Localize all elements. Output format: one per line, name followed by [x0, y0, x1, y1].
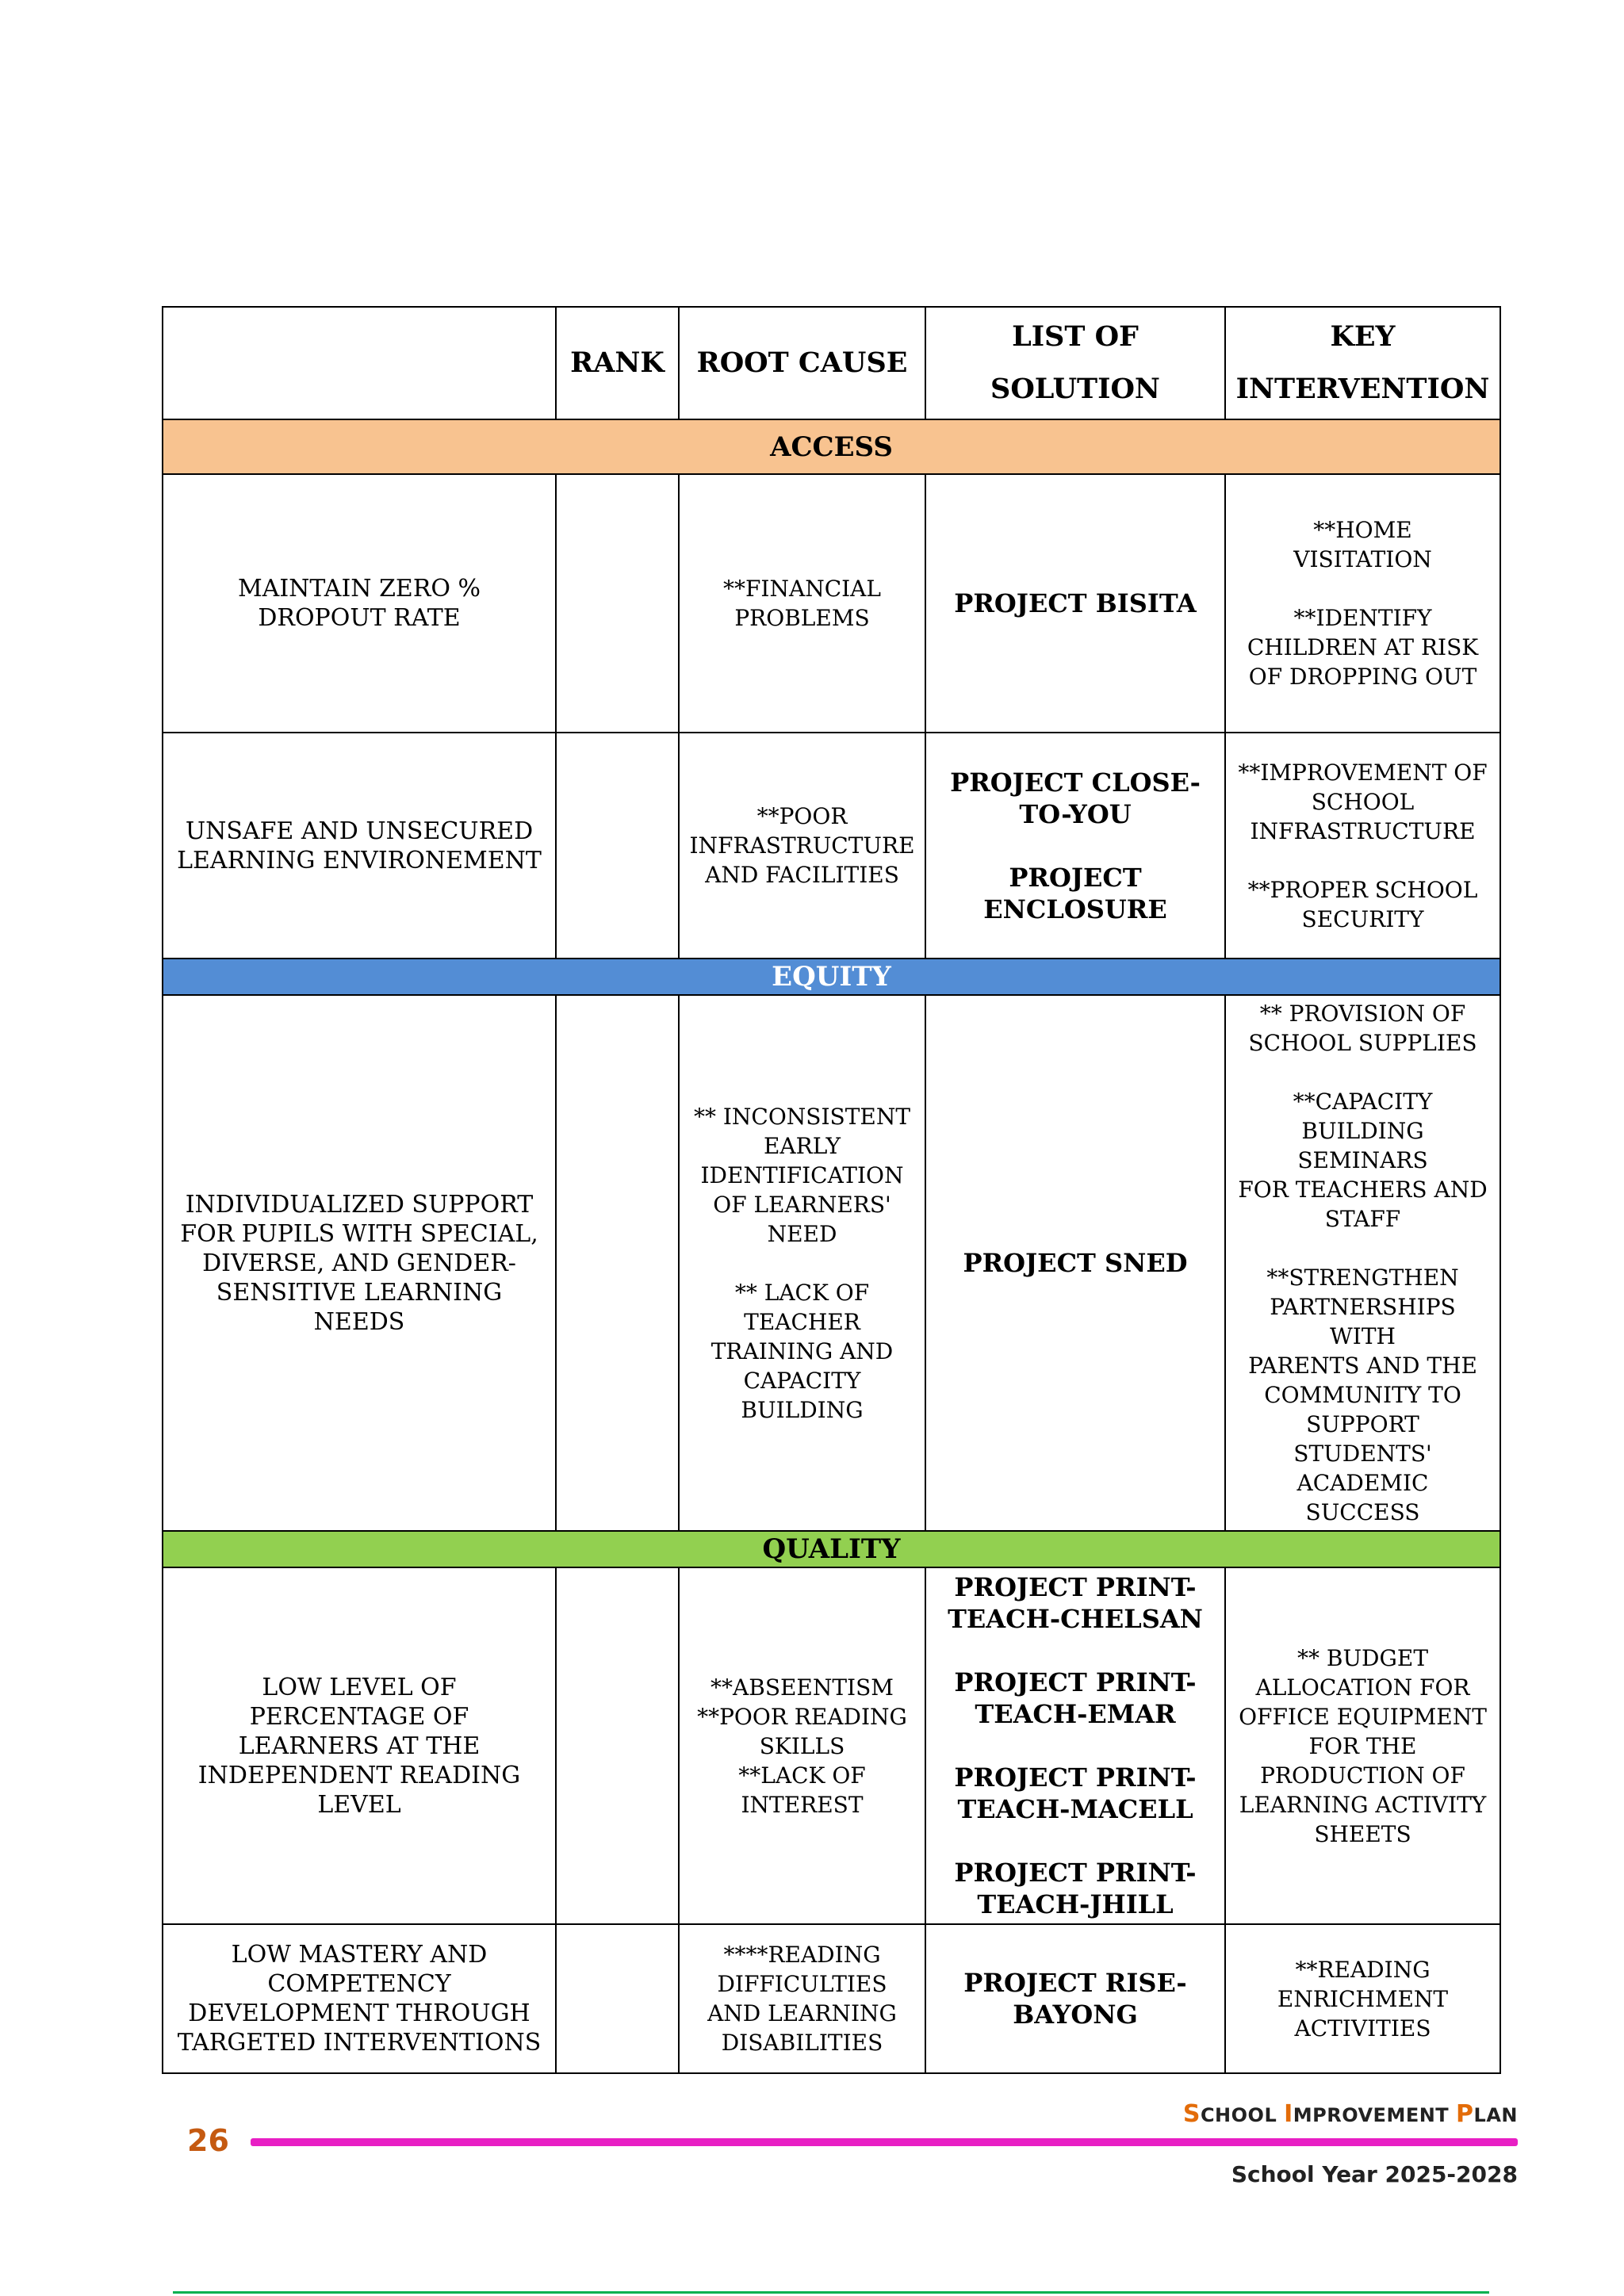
cell-line: ALLOCATION FOR: [1255, 1674, 1470, 1701]
header-rank: RANK: [556, 307, 679, 419]
cell-line: ENRICHMENT: [1277, 1985, 1449, 2012]
solution-cell: [925, 995, 1225, 1531]
root-cause-cell: [679, 733, 925, 959]
title-fragment: LAN: [1473, 2104, 1518, 2126]
goal-cell: [163, 1924, 556, 2073]
cell-line: TEACH-JHILL: [977, 1889, 1174, 1919]
solution-cell: [925, 474, 1225, 733]
cell-line: EARLY: [763, 1132, 841, 1159]
header-intervention-line: KEY: [1330, 320, 1396, 353]
rank-cell: [556, 995, 679, 1531]
cell-line: SCHOOL SUPPLIES: [1248, 1030, 1477, 1056]
cell-line: BUILDING: [741, 1396, 864, 1423]
cell-line: **POOR: [756, 803, 848, 829]
intervention-cell: [1225, 1567, 1500, 1924]
goal-cell: [163, 1567, 556, 1924]
cell-line: LEVEL: [317, 1790, 401, 1819]
root-cause-cell: [679, 1567, 925, 1924]
cell-line: DIFFICULTIES: [717, 1971, 887, 1997]
rank-cell: [556, 733, 679, 959]
cell-line: PROJECT CLOSE-: [950, 767, 1201, 798]
title-fragment: CHOOL: [1200, 2104, 1285, 2126]
cell-line: **READING: [1295, 1956, 1431, 1983]
rank-cell: [556, 474, 679, 733]
cell-line: FOR THE: [1308, 1732, 1417, 1759]
table-row: [163, 733, 1500, 959]
cell-line: LEARNING ACTIVITY: [1239, 1791, 1487, 1818]
cell-line: SCHOOL: [1311, 788, 1415, 815]
cell-line: FOR TEACHERS AND: [1238, 1177, 1488, 1203]
cell-line: ** INCONSISTENT: [693, 1103, 911, 1130]
goal-cell: [163, 995, 556, 1531]
cell-line: **ABSEENTISM: [710, 1674, 894, 1701]
cell-line: DIVERSE, AND GENDER-: [202, 1249, 516, 1277]
title-initial: I: [1284, 2100, 1293, 2128]
cell-line: PROJECT BISITA: [954, 588, 1197, 618]
cell-line: COMPETENCY: [267, 1970, 451, 1998]
cell-line: TEACH-EMAR: [975, 1699, 1176, 1729]
line-gap: [934, 1825, 1216, 1857]
solution-cell: [925, 1924, 1225, 2073]
cell-line: SENSITIVE LEARNING: [216, 1278, 503, 1307]
cell-line: LEARNERS AT THE: [238, 1732, 481, 1760]
cell-line: TEACH-MACELL: [957, 1794, 1193, 1824]
cell-line: PROBLEMS: [734, 605, 870, 631]
cell-line: BAYONG: [1013, 1999, 1138, 2030]
cell-line: ****READING: [723, 1942, 881, 1968]
cell-line: TO-YOU: [1019, 798, 1132, 829]
goal-cell: [163, 733, 556, 959]
line-gap: [688, 1249, 917, 1278]
table-row: [163, 1924, 1500, 2073]
header-key-intervention: [1225, 307, 1500, 419]
cell-line: SECURITY: [1301, 905, 1424, 932]
cell-line: COMMUNITY TO: [1264, 1382, 1461, 1408]
cell-line: NEED: [767, 1220, 837, 1247]
cell-line: INDEPENDENT READING: [197, 1761, 521, 1789]
cell-line: PROJECT PRINT-: [954, 1667, 1197, 1697]
rank-cell: [556, 1924, 679, 2073]
table-row: [163, 474, 1500, 733]
line-gap: [934, 1635, 1216, 1667]
cell-line: LOW LEVEL OF: [262, 1673, 457, 1701]
intervention-cell: [1225, 1924, 1500, 2073]
footer-document-title: [1183, 2100, 1518, 2128]
cell-line: PROJECT PRINT-: [954, 1762, 1197, 1793]
footer-divider: [251, 2138, 1518, 2146]
cell-line: PROJECT: [1009, 862, 1142, 893]
line-gap: [1234, 574, 1492, 603]
cell-line: LOW MASTERY AND: [231, 1941, 488, 1969]
cell-line: IDENTIFICATION: [700, 1161, 904, 1188]
header-goal: [163, 307, 556, 419]
root-cause-cell: [679, 474, 925, 733]
cell-line: **CAPACITY: [1293, 1089, 1433, 1115]
cell-line: OFFICE EQUIPMENT: [1239, 1703, 1487, 1730]
line-gap: [1234, 846, 1492, 875]
line-gap: [1234, 1234, 1492, 1263]
cell-line: VISITATION: [1293, 546, 1432, 572]
cell-line: **FINANCIAL: [722, 576, 881, 602]
cell-line: PROJECT PRINT-: [954, 1858, 1197, 1888]
title-fragment: MPROVEMENT: [1293, 2104, 1457, 2126]
cell-line: **POOR READING: [697, 1703, 907, 1730]
cell-line: SHEETS: [1314, 1820, 1411, 1847]
root-cause-cell: [679, 995, 925, 1531]
cell-line: INDIVIDUALIZED SUPPORT: [185, 1190, 534, 1219]
cell-line: **HOME: [1313, 517, 1412, 543]
line-gap: [934, 830, 1216, 862]
title-initial: S: [1182, 2100, 1201, 2128]
cell-line: ENCLOSURE: [983, 894, 1167, 924]
header-solution-line: LIST OF: [1012, 320, 1139, 353]
solution-cell: [925, 1567, 1225, 1924]
cell-line: **STRENGTHEN: [1266, 1265, 1459, 1291]
table-row: [163, 995, 1500, 1531]
cell-line: ** BUDGET: [1297, 1644, 1428, 1671]
cell-line: DROPOUT RATE: [258, 604, 461, 632]
cell-line: SUPPORT STUDENTS': [1293, 1411, 1432, 1467]
section-row-equity: [163, 959, 1500, 995]
root-cause-cell: [679, 1924, 925, 2073]
intervention-cell: [1225, 474, 1500, 733]
cell-line: PARENTS AND THE: [1248, 1353, 1477, 1379]
header-list-of-solution: [925, 307, 1225, 419]
cell-line: AND FACILITIES: [705, 862, 899, 888]
cell-line: SKILLS: [759, 1732, 845, 1759]
cell-line: UNSAFE AND UNSECURED: [185, 817, 534, 845]
section-label-access: ACCESS: [163, 419, 1500, 474]
section-label-quality: QUALITY: [163, 1531, 1500, 1567]
cell-line: PROJECT PRINT-: [954, 1572, 1197, 1602]
cell-line: LEARNING ENVIRONEMENT: [177, 846, 542, 874]
table-row: [163, 1567, 1500, 1924]
cell-line: PROJECT SNED: [963, 1248, 1188, 1278]
solution-cell: [925, 733, 1225, 959]
cell-line: ** LACK OF: [734, 1279, 870, 1306]
line-gap: [934, 1730, 1216, 1762]
cell-line: CAPACITY: [743, 1367, 861, 1394]
header-solution-line: SOLUTION: [990, 373, 1160, 405]
cell-line: PERCENTAGE OF: [249, 1702, 469, 1731]
cell-line: TRAINING AND: [710, 1337, 894, 1364]
header-row: [163, 307, 1500, 419]
cell-line: FOR PUPILS WITH SPECIAL,: [180, 1219, 538, 1248]
cell-line: MAINTAIN ZERO %: [237, 575, 481, 603]
cell-line: **PROPER SCHOOL: [1247, 876, 1478, 903]
header-root-cause: ROOT CAUSE: [679, 307, 925, 419]
section-label-equity: EQUITY: [163, 959, 1500, 995]
section-row-quality: [163, 1531, 1500, 1567]
cell-line: CHILDREN AT RISK: [1247, 634, 1479, 660]
sip-table-container: [162, 306, 1500, 2074]
cell-line: SUCCESS: [1305, 1499, 1420, 1525]
school-year: School Year 2025-2028: [1231, 2161, 1518, 2187]
cell-line: ** PROVISION OF: [1259, 1001, 1466, 1027]
page-number: 26: [187, 2123, 229, 2158]
cell-line: INFRASTRUCTURE: [689, 832, 915, 859]
cell-line: **IDENTIFY: [1293, 605, 1432, 631]
cell-line: DISABILITIES: [721, 2030, 883, 2056]
rank-cell: [556, 1567, 679, 1924]
title-initial: P: [1456, 2100, 1474, 2128]
cell-line: PRODUCTION OF: [1260, 1762, 1465, 1789]
cell-line: PARTNERSHIPS WITH: [1270, 1294, 1456, 1349]
section-row-access: [163, 419, 1500, 474]
cell-line: AND LEARNING: [707, 2000, 897, 2026]
goal-cell: [163, 474, 556, 733]
cell-line: TARGETED INTERVENTIONS: [177, 2029, 542, 2057]
bottom-rule: [173, 2291, 1489, 2294]
intervention-cell: [1225, 733, 1500, 959]
cell-line: **LACK OF: [738, 1762, 866, 1789]
line-gap: [1234, 1058, 1492, 1087]
cell-line: ACTIVITIES: [1294, 2015, 1431, 2042]
intervention-cell: [1225, 995, 1500, 1531]
cell-line: TEACHER: [744, 1308, 860, 1335]
sip-table: [162, 306, 1501, 2074]
cell-line: OF LEARNERS': [713, 1191, 891, 1218]
cell-line: INFRASTRUCTURE: [1250, 817, 1476, 844]
cell-line: INTEREST: [741, 1791, 864, 1818]
cell-line: NEEDS: [313, 1307, 405, 1336]
cell-line: PROJECT RISE-: [963, 1968, 1187, 1998]
header-intervention-line: INTERVENTION: [1235, 373, 1490, 405]
cell-line: TEACH-CHELSAN: [948, 1604, 1203, 1634]
cell-line: OF DROPPING OUT: [1248, 664, 1477, 690]
cell-line: DEVELOPMENT THROUGH: [188, 1999, 530, 2027]
cell-line: STAFF: [1324, 1206, 1401, 1232]
cell-line: **IMPROVEMENT OF: [1238, 759, 1488, 786]
cell-line: BUILDING SEMINARS: [1297, 1118, 1428, 1173]
cell-line: ACADEMIC: [1297, 1470, 1429, 1496]
